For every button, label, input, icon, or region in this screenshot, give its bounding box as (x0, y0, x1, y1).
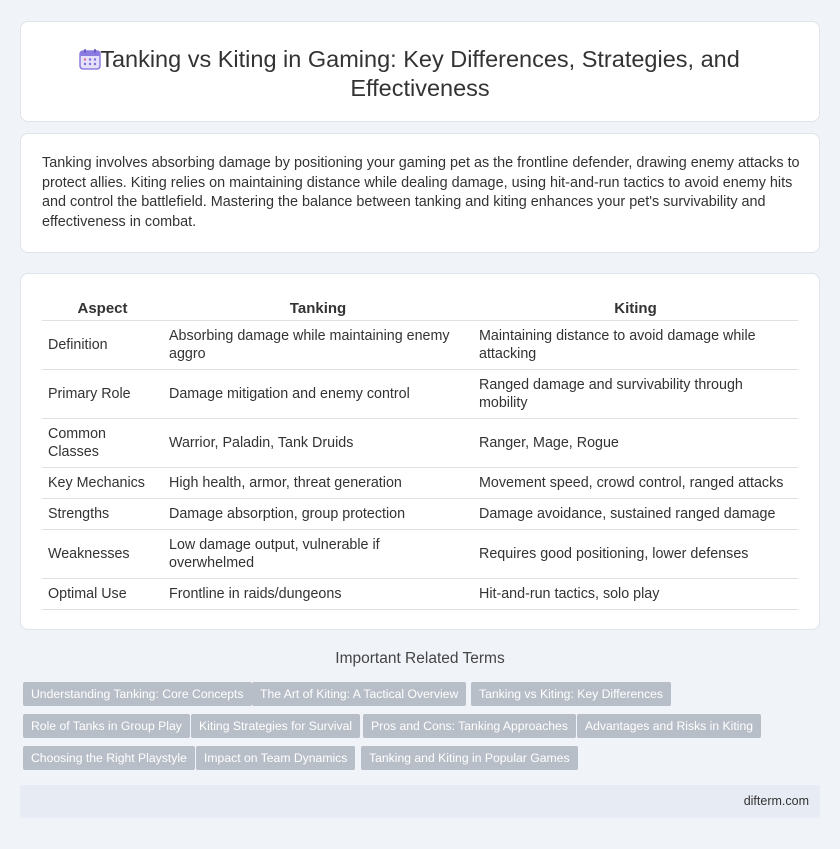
header-aspect: Aspect (77, 299, 128, 317)
header-kiting: Kiting (614, 299, 657, 317)
related-tag[interactable]: Tanking vs Kiting: Key Differences (471, 682, 671, 706)
table-row (42, 578, 798, 609)
related-tag[interactable]: Role of Tanks in Group Play (23, 714, 190, 738)
related-tag[interactable]: Choosing the Right Playstyle (23, 746, 195, 770)
footer-site-link[interactable]: difterm.com (743, 794, 809, 808)
table-cell: Primary Role (42, 369, 163, 418)
table-cell: Damage absorption, group protection (163, 498, 473, 529)
table-cell: Common Classes (42, 418, 163, 467)
table-row (42, 467, 798, 498)
related-tag[interactable]: Tanking and Kiting in Popular Games (361, 746, 578, 770)
table-cell: Strengths (42, 498, 163, 529)
table-cell: Ranged damage and survivability through mobility (473, 369, 798, 418)
table-cell: Damage avoidance, sustained ranged damage (473, 498, 798, 529)
related-tag[interactable]: Understanding Tanking: Core Concepts (23, 682, 252, 706)
related-tag[interactable]: Advantages and Risks in Kiting (577, 714, 761, 738)
intro-card (20, 133, 820, 253)
table-cell: High health, armor, threat generation (163, 467, 473, 498)
related-tag[interactable]: The Art of Kiting: A Tactical Overview (252, 682, 466, 706)
table-row (42, 369, 798, 418)
table-cell: Movement speed, crowd control, ranged attacks (473, 467, 798, 498)
table-cell: Maintaining distance to avoid damage while attacking (473, 320, 798, 369)
table-cell: Optimal Use (42, 578, 163, 609)
comparison-card (20, 273, 820, 630)
table-cell: Warrior, Paladin, Tank Druids (163, 418, 473, 467)
table-row (42, 529, 798, 578)
table-cell: Hit-and-run tactics, solo play (473, 578, 798, 609)
table-cell: Low damage output, vulnerable if overwhelmed (163, 529, 473, 578)
related-tag[interactable]: Kiting Strategies for Survival (191, 714, 360, 738)
footer (20, 785, 820, 818)
table-cell: Definition (42, 320, 163, 369)
table-cell: Requires good positioning, lower defenses (473, 529, 798, 578)
table-header-row (42, 293, 798, 320)
table-row (42, 320, 798, 369)
table-cell: Ranger, Mage, Rogue (473, 418, 798, 467)
related-tag[interactable]: Impact on Team Dynamics (196, 746, 355, 770)
table-cell: Weaknesses (42, 529, 163, 578)
table-cell: Damage mitigation and enemy control (163, 369, 473, 418)
table-cell: Absorbing damage while maintaining enemy aggro (163, 320, 473, 369)
table-cell: Frontline in raids/dungeons (163, 578, 473, 609)
related-tag[interactable]: Pros and Cons: Tanking Approaches (363, 714, 576, 738)
comparison-table (42, 293, 798, 610)
header-tanking: Tanking (289, 299, 347, 317)
table-row (42, 418, 798, 467)
related-terms-heading: Important Related Terms (335, 650, 505, 667)
page-title: Tanking vs Kiting in Gaming: Key Differences, Strategies, and Effectiveness (100, 46, 740, 101)
table-cell: Key Mechanics (42, 467, 163, 498)
table-row (42, 498, 798, 529)
title-card (20, 21, 820, 122)
intro-paragraph: Tanking involves absorbing damage by positioning your gaming pet as the frontline defender, drawing enemy attacks to protect allies. Kiting relies on maintaining distance while dealing damage, using hit-and-run tactics to avoid enemy hits and control the battlefield. Mastering the balance between tanking and kiting enhances your pet's survivability and effectiveness in combat. (42, 155, 800, 230)
